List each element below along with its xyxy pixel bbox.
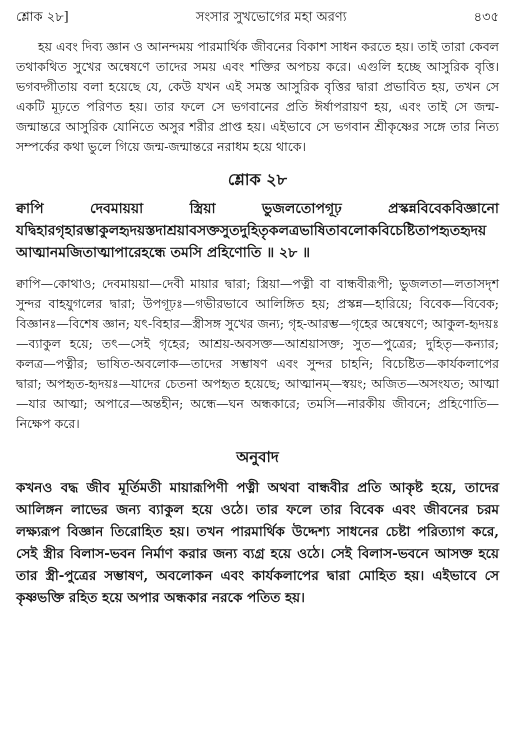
running-header bbox=[16, 8, 499, 29]
verse-reference: শ্লোক ২৮] bbox=[16, 10, 69, 25]
page-number: ৪৩৫ bbox=[473, 10, 499, 25]
chapter-title: সংসার সুখভোগের মহা অরণ্য bbox=[195, 10, 347, 25]
translation-heading: অনুবাদ bbox=[236, 448, 279, 466]
verse-heading: শ্লোক ২৮ bbox=[227, 170, 288, 189]
translation-text: কখনও বদ্ধ জীব মূর্তিমতী মায়ারূপিণী পত্নী অথবা বান্ধবীর প্রতি আকৃষ্ট হয়ে, তাদের আলিঙ্গন লাভের জন্য ব্যাকুল হয়ে ওঠে। তার ফলে তার বিবেক এবং জীবনের চরম লক্ষ্যরূপ বিজ্ঞান তিরোহিত হয়। তখন পারমার্থিক উদ্দেশ্য সাধনের চেষ্টা পরিত্যাগ করে, সেই স্ত্রীর বিলাস-ভবন নির্মাণ করার জন্য ব্যগ্র হয়ে ওঠে। সেই বিলাস-ভবনে আসক্ত হয়ে তার স্ত্রী-পুত্রের সম্ভাষণ, অবলোকন এবং কার্যকলাপের দ্বারা মোহিত হয়। এইভাবে সে কৃষ্ণভক্তি রহিত হয়ে অপার অন্ধকার নরকে পতিত হয়। bbox=[16, 480, 499, 606]
word-meanings: ক্বাপি—কোথাও; দেবমায়য়া—দেবী মায়ার দ্বারা; স্ত্রিয়া—পত্নী বা বান্ধবীরূপী; ভুজলতা—লতাসদৃশ সুন্দর বাহযুগলের দ্বারা; উপগূঢ়ঃ—গভীরভাবে আলিঙ্গিত হয়; প্রস্কন্ন—হারিয়ে; বিবেক—বিবেক; বিজ্ঞানঃ—বিশেষ জ্ঞান; যৎ-বিহার—স্ত্রীসঙ্গ সুখের জন্য; গৃহ-আরম্ভ—গৃহের অন্বেষণে; আকুল-হৃদয়ঃ—ব্যাকুল হয়ে; তৎ—সেই গৃহের; আশ্রয়-অবসক্ত—আশ্রয়াসক্ত; সুত—পুত্রের; দুহিতৃ—কন্যার; কলত্র—পত্নীর; ভাষিত-অবলোক—তাদের সম্ভাষণ এবং সুন্দর চাহনি; বিচেষ্টিত—কার্যকলাপের দ্বারা; অপহৃত-হৃদয়ঃ—যাদের চেতনা অপহৃত হয়েছে; আত্মানম্—স্বয়ং; অজিত—অসংযত; আত্মা—যার আত্মা; অপারে—অন্তহীন; অন্ধে—ঘন অন্ধকারে; তমসি—নারকীয় জীবনে; প্রহিণোতি—নিক্ষেপ করে। bbox=[16, 276, 499, 431]
purport-continuation: হয় এবং দিব্য জ্ঞান ও আনন্দময় পারমার্থিক জীবনের বিকাশ সাধন করতে হয়। তাই তারা কেবল তথাকথিত সুখের অন্বেষণে তাদের সময় এবং শক্তির অপচয় করে। এগুলি হচ্ছে আসুরিক বৃত্তি। ভগবদ্গীতায় বলা হয়েছে যে, কেউ যখন এই সমস্ত আসুরিক বৃত্তির দ্বারা প্রভাবিত হয়, তখন সে একটি মূঢ়তে পরিণত হয়। তার ফলে সে ভগবানের প্রতি ঈর্ষাপরায়ণ হয়, এবং তাই সে জন্ম-জন্মান্তরে আসুরিক যোনিতে অসুর শরীর প্রাপ্ত হয়। এইভাবে সে ভগবান শ্রীকৃষ্ণের সঙ্গে তার নিত্য সম্পর্কের কথা ভুলে গিয়ে জন্ম-জন্মান্তরে নরাধম হয়ে থাকে। bbox=[16, 39, 499, 154]
sanskrit-verse: ক্বাপি দেবমায়য়া স্ত্রিয়া ভুজলতোপগূঢ় প্রস্কন্নবিবেকবিজ্ঞানো যদ্বিহারগৃহারম্ভাকুলহৃদয়স্তদাশ্রয়াবসক্তসুতদুহিতৃকলত্রভাষিতাবলোকবিচেষ্টিতাপহৃতহৃদয় আত্মানমজিতাত্মাপারেহন্ধে তমসি প্রহিণোতি ॥ ২৮ ॥ bbox=[16, 201, 499, 261]
